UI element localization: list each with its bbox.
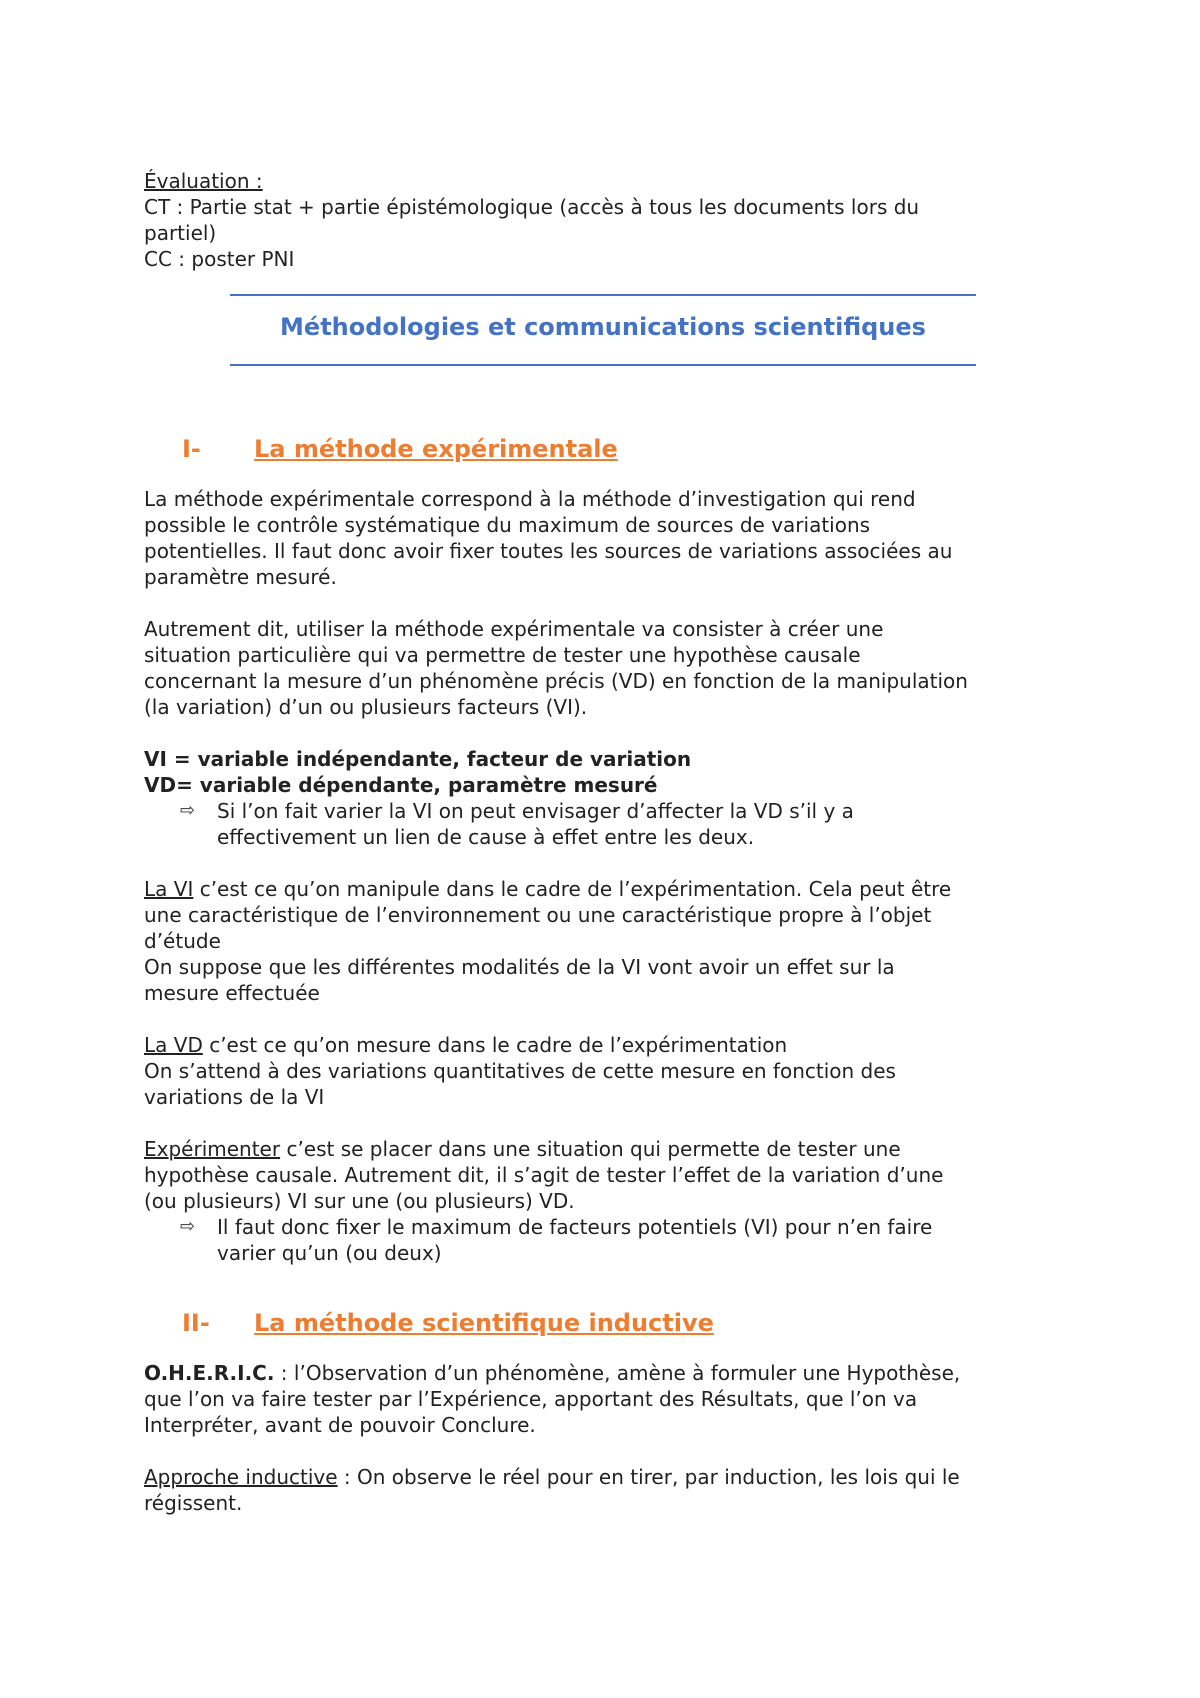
vd-term: La VD (144, 1033, 203, 1057)
text-line: variations de la VI (144, 1085, 325, 1109)
text-line: On s’attend à des variations quantitatives de cette mesure en fonction des (144, 1059, 896, 1083)
section-1-title: La méthode expérimentale (254, 435, 618, 463)
evaluation-ct-line: CT : Partie stat + partie épistémologique (accès à tous les documents lors du (144, 195, 920, 219)
experimenter-term: Expérimenter (144, 1137, 281, 1161)
arrow-right-outline-icon: ⇨ (180, 800, 196, 821)
section-1-heading (144, 434, 1074, 464)
arrow-right-outline-icon: ⇨ (180, 1216, 196, 1237)
vi-definition-paragraph (144, 876, 1074, 1006)
text-line: que l’on va faire tester par l’Expérience, apportant des Résultats, que l’on va (144, 1387, 918, 1411)
oheric-term: O.H.E.R.I.C. (144, 1361, 275, 1385)
text-line: Si l’on fait varier la VI on peut envisager d’affecter la VD s’il y a (217, 799, 854, 823)
text-line: potentielles. Il faut donc avoir fixer toutes les sources de variations associées au (144, 539, 953, 563)
oheric-paragraph (144, 1360, 1074, 1438)
title-block (144, 294, 1074, 392)
text-line: (la variation) d’un ou plusieurs facteurs (VI). (144, 695, 588, 719)
definition-vi: VI = variable indépendante, facteur de variation (144, 747, 692, 771)
text-line: : On observe le réel pour en tirer, par induction, les lois qui le (337, 1465, 960, 1489)
text-line: hypothèse causale. Autrement dit, il s’agit de tester l’effet de la variation d’une (144, 1163, 944, 1187)
text-line: une caractéristique de l’environnement ou une caractéristique propre à l’objet (144, 903, 932, 927)
text-line: effectivement un lien de cause à effet entre les deux. (217, 825, 755, 849)
inductive-approach-paragraph (144, 1464, 1074, 1516)
arrow-list-item (144, 798, 1074, 850)
text-line: régissent. (144, 1491, 243, 1515)
text-line: c’est se placer dans une situation qui permette de tester une (280, 1137, 901, 1161)
text-line: paramètre mesuré. (144, 565, 337, 589)
text-line: Interpréter, avant de pouvoir Conclure. (144, 1413, 536, 1437)
text-line: On suppose que les différentes modalités de la VI vont avoir un effet sur la (144, 955, 895, 979)
text-line: (ou plusieurs) VI sur une (ou plusieurs) VD. (144, 1189, 575, 1213)
text-line: Il faut donc fixer le maximum de facteurs potentiels (VI) pour n’en faire (217, 1215, 933, 1239)
text-line: : l’Observation d’un phénomène, amène à formuler une Hypothèse, (274, 1361, 961, 1385)
text-line: Autrement dit, utiliser la méthode expérimentale va consister à créer une (144, 617, 884, 641)
text-line: possible le contrôle systématique du maximum de sources de variations (144, 513, 871, 537)
document-page (144, 168, 1074, 1516)
vi-term: La VI (144, 877, 194, 901)
text-line: situation particulière qui va permettre de tester une hypothèse causale (144, 643, 861, 667)
title-bottom-rule (230, 364, 976, 366)
section-2-heading (144, 1308, 1074, 1338)
evaluation-label: Évaluation : (144, 169, 263, 193)
section-2-title: La méthode scientifique inductive (254, 1309, 714, 1337)
text-line: varier qu’un (ou deux) (217, 1241, 442, 1265)
title-top-rule (230, 294, 976, 296)
section-1-paragraph-2 (144, 616, 1074, 720)
text-line: c’est ce qu’on mesure dans le cadre de l’expérimentation (202, 1033, 788, 1057)
text-line: concernant la mesure d’un phénomène précis (VD) en fonction de la manipulation (144, 669, 968, 693)
definition-vd: VD= variable dépendante, paramètre mesuré (144, 773, 658, 797)
section-2-number: II- (182, 1309, 210, 1337)
section-1-number: I- (182, 435, 201, 463)
arrow-list-item (144, 1214, 1074, 1266)
section-1-paragraph-1 (144, 486, 1074, 590)
text-line: d’étude (144, 929, 221, 953)
text-line: c’est ce qu’on manipule dans le cadre de l’expérimentation. Cela peut être (193, 877, 952, 901)
vd-definition-paragraph (144, 1032, 1074, 1110)
inductive-approach-term: Approche inductive (144, 1465, 338, 1489)
experimenter-paragraph (144, 1136, 1074, 1214)
text-line: La méthode expérimentale correspond à la méthode d’investigation qui rend (144, 487, 916, 511)
evaluation-ct-line-continued: partiel) (144, 221, 217, 245)
evaluation-cc-line: CC : poster PNI (144, 247, 295, 271)
document-title: Méthodologies et communications scientifiques (280, 313, 926, 341)
text-line: mesure effectuée (144, 981, 320, 1005)
evaluation-block (144, 168, 1074, 272)
